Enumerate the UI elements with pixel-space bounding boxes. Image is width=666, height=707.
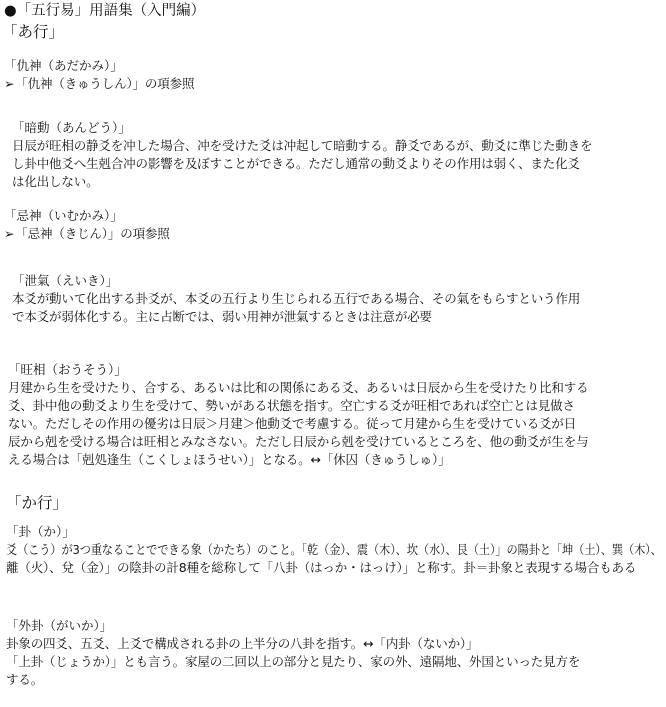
- entry-term-ka: 「卦（か）」: [6, 524, 75, 539]
- entry-term-gaika: 「外卦（がいか）」: [6, 618, 113, 633]
- entry-line: する。: [6, 672, 44, 687]
- arrow-bullet-icon: ➢: [4, 76, 15, 91]
- entry-term-oso: 「旺相（おうそう）」: [8, 362, 127, 377]
- entry-line: は化出しない。: [12, 174, 99, 189]
- entry-line: 辰から剋を受ける場合は旺相とみなさない。ただし日辰から剋を受けているところを、他の動爻が生を与: [8, 434, 589, 449]
- entry-line: 月建から生を受けたり、合する、あるいは比和の関係にある爻、あるいは日辰から生を受けたり比和する: [8, 380, 589, 395]
- entry-line: 本爻が動いて化出する卦爻が、本爻の五行より生じられる五行である場合、その氣をもらすという作用: [12, 291, 581, 306]
- entry-line: える場合は「剋処逢生（こくしょほうせい）」となる。↔「休囚（きゅうしゅ）」: [8, 452, 451, 467]
- document-title: ●「五行易」用語集（入門編）: [4, 3, 206, 19]
- entry-line: 卦象の四爻、五爻、上爻で構成される卦の上半分の八卦を指す。↔「内卦（ないか）」: [6, 636, 479, 651]
- entry-term-ando: 「暗動（あんどう）」: [12, 120, 131, 135]
- entry-line: 爻、卦中他の動爻より生を受けて、勢いがある状態を指す。空亡する爻が旺相であれば空亡とは見做さ: [8, 398, 575, 413]
- entry-line: ない。ただしその作用の優劣は日辰＞月建＞他動爻で考慮する。従って月建から生を受けている爻が日: [8, 416, 577, 431]
- section-heading-a-row: 「あ行」: [2, 23, 65, 41]
- entry-line: 日辰が旺相の静爻を冲した場合、冲を受けた爻は冲起して暗動する。静爻であるが、動爻に準じた動きを: [12, 138, 593, 153]
- entry-line: 爻（こう）が3つ重なることでできる象（かたち）のこと。「乾（金）、震（木）、坎（水）、艮（土）」の陽卦と「坤（土）、巽（木）、: [6, 542, 662, 557]
- section-heading-ka-row: 「か行」: [6, 494, 69, 512]
- entry-line: で本爻が弱体化する。主に占断では、弱い用神が泄氣するときは注意が必要: [12, 309, 432, 324]
- entry-line: 「上卦（じょうか）」とも言う。家屋の二回以上の部分と見たり、家の外、遠隔地、外国といった見方を: [6, 654, 581, 669]
- arrow-bullet-icon: ➢: [4, 226, 15, 241]
- entry-term-adakami: 「仇神（あだかみ）」: [4, 58, 123, 73]
- entry-reference-text: 「仇神（きゅうしん）」の項参照: [15, 76, 195, 91]
- entry-reference-text: 「忌神（きじん）」の項参照: [15, 226, 170, 241]
- entry-reference-imukami: [4, 225, 170, 243]
- entry-line: し卦中他爻へ生剋合冲の影響を及ぼすことができる。ただし通常の動爻よりその作用は弱く、また化爻: [12, 156, 580, 171]
- entry-term-imukami: 「忌神（いむかみ）」: [4, 208, 123, 223]
- entry-term-eiki: 「泄氣（えいき）」: [12, 273, 119, 288]
- entry-line: 離（火）、兌（金）」の陰卦の計8種を総称して「八卦（はっか・はっけ）」と称す。卦＝卦象と表現する場合もある: [6, 560, 637, 575]
- entry-reference-adakami: [4, 75, 194, 93]
